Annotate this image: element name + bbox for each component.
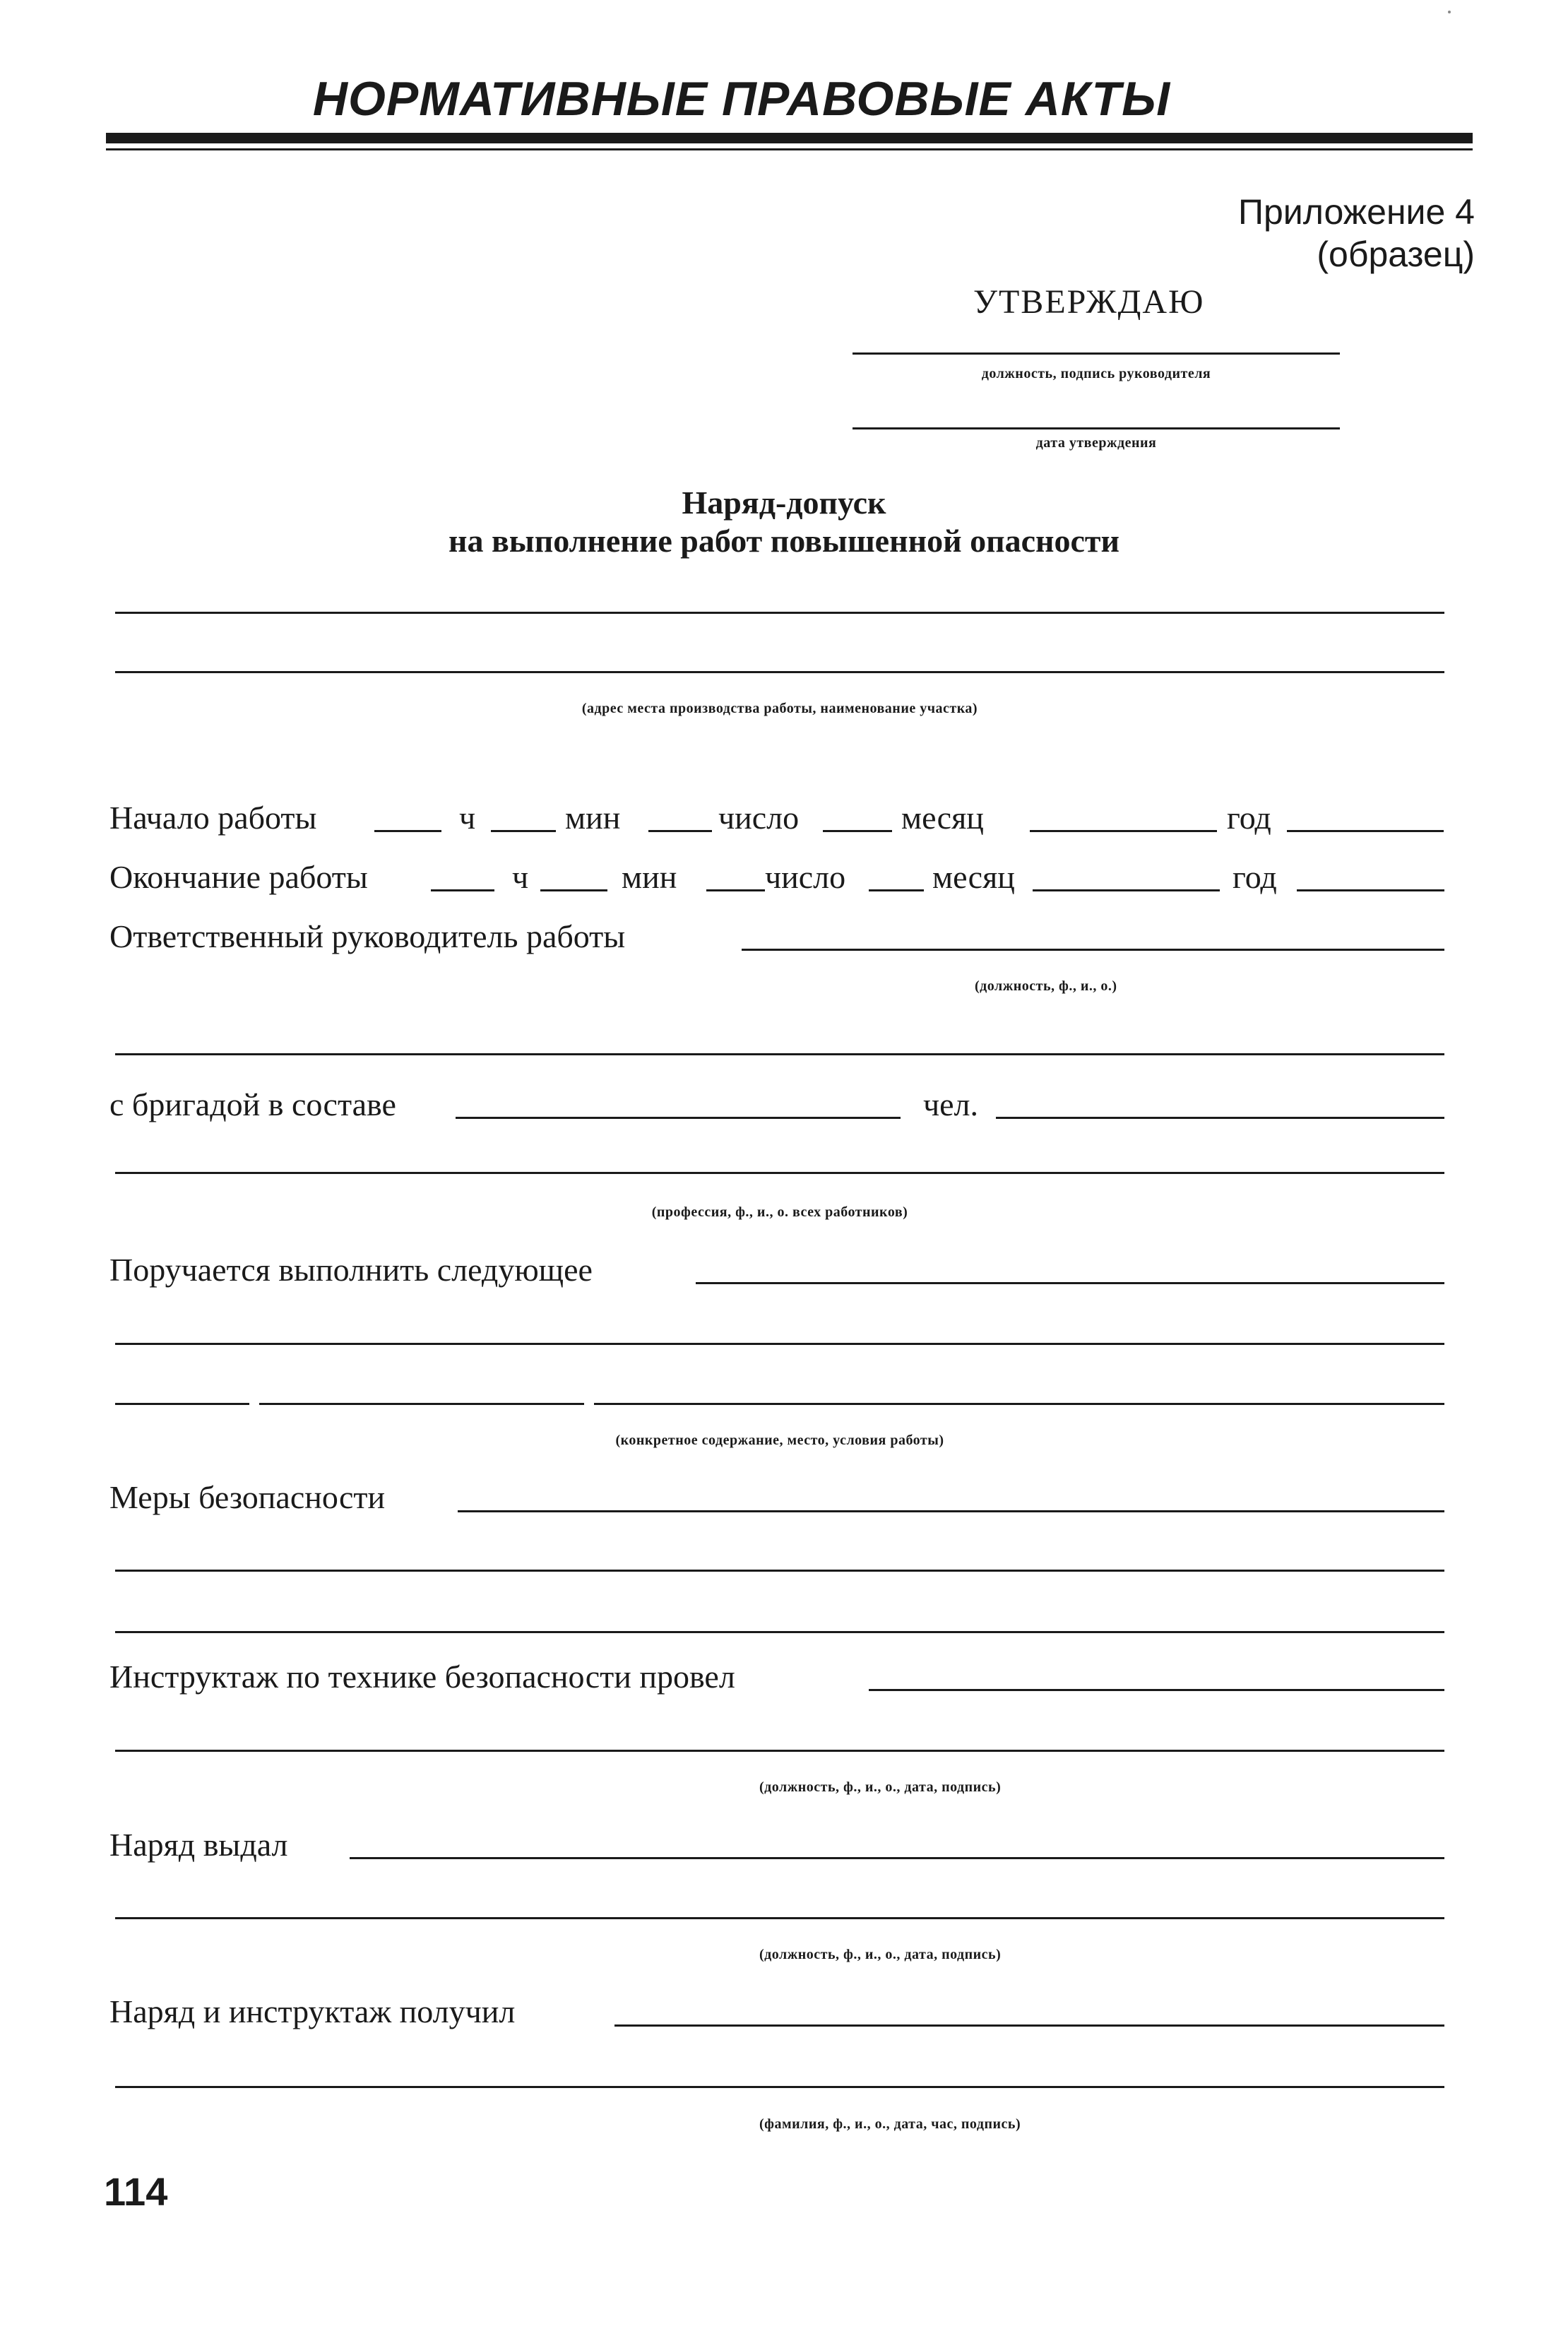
assignment-caption: (конкретное содержание, место, условия работы) xyxy=(615,1433,944,1448)
safety-line-3[interactable] xyxy=(115,1631,1444,1633)
start-day-field[interactable] xyxy=(648,830,712,832)
appendix-number: Приложение 4 xyxy=(1238,192,1475,232)
page-number: 114 xyxy=(104,2169,168,2214)
assignment-field[interactable] xyxy=(696,1282,1444,1284)
received-label: Наряд и инструктаж получил xyxy=(109,1993,516,2029)
received-field[interactable] xyxy=(614,2024,1444,2027)
assignment-line-3b[interactable] xyxy=(259,1403,584,1405)
scan-speck xyxy=(1448,11,1451,13)
start-minutes-unit: мин xyxy=(565,800,621,836)
start-hours-unit: ч xyxy=(459,800,476,836)
address-line-2[interactable] xyxy=(115,671,1444,673)
received-line-2[interactable] xyxy=(115,2086,1444,2088)
approve-label: УТВЕРЖДАЮ xyxy=(973,283,1205,321)
appendix-sample: (образец) xyxy=(1317,235,1475,274)
briefing-line-2[interactable] xyxy=(115,1750,1444,1752)
end-hours-unit: ч xyxy=(512,859,529,895)
brigade-extra-line[interactable] xyxy=(115,1172,1444,1174)
supervisor-caption: (должность, ф., и., о.) xyxy=(975,978,1117,994)
assignment-label: Поручается выполнить следующее xyxy=(109,1252,593,1288)
end-work-label: Окончание работы xyxy=(109,859,368,895)
issued-label: Наряд выдал xyxy=(109,1827,288,1863)
appendix-label xyxy=(1238,191,1475,275)
approver-position-caption: должность, подпись руководителя xyxy=(981,366,1211,381)
end-month-unit: месяц xyxy=(932,859,1015,895)
issued-caption: (должность, ф., и., о., дата, подпись) xyxy=(759,1947,1002,1962)
supervisor-field[interactable] xyxy=(742,949,1444,951)
start-work-label: Начало работы xyxy=(109,800,317,836)
issued-line-2[interactable] xyxy=(115,1917,1444,1919)
end-hours-field[interactable] xyxy=(431,889,494,891)
end-year-unit: год xyxy=(1233,859,1277,895)
start-year-unit: год xyxy=(1227,800,1271,836)
header-rule-thin xyxy=(106,148,1473,150)
assignment-line-3c[interactable] xyxy=(594,1403,1444,1405)
received-caption: (фамилия, ф., и., о., дата, час, подпись) xyxy=(759,2116,1021,2132)
end-day-unit: число xyxy=(765,859,846,895)
safety-line-2[interactable] xyxy=(115,1570,1444,1572)
brigade-count-unit: чел. xyxy=(923,1086,979,1122)
form-subtitle: на выполнение работ повышенной опасности xyxy=(448,523,1120,559)
start-year-field[interactable] xyxy=(1287,830,1444,832)
start-month-unit: месяц xyxy=(901,800,984,836)
address-line-1[interactable] xyxy=(115,612,1444,614)
briefing-caption: (должность, ф., и., о., дата, подпись) xyxy=(759,1779,1002,1795)
header-rule-thick xyxy=(106,133,1473,143)
end-minutes-field[interactable] xyxy=(540,889,607,891)
assignment-line-2[interactable] xyxy=(115,1343,1444,1345)
start-hours-field[interactable] xyxy=(374,830,441,832)
start-month-field[interactable] xyxy=(1030,830,1217,832)
address-caption: (адрес места производства работы, наименование участка) xyxy=(581,701,978,716)
page-header-title: НОРМАТИВНЫЕ ПРАВОВЫЕ АКТЫ xyxy=(312,72,1171,126)
supervisor-extra-line[interactable] xyxy=(115,1053,1444,1055)
safety-field[interactable] xyxy=(458,1510,1444,1512)
start-month-blank-field[interactable] xyxy=(823,830,892,832)
assignment-line-3a[interactable] xyxy=(115,1403,249,1405)
brigade-caption: (профессия, ф., и., о. всех работников) xyxy=(651,1204,908,1220)
end-month-blank-field[interactable] xyxy=(869,889,924,891)
briefing-field[interactable] xyxy=(869,1689,1444,1691)
supervisor-label: Ответственный руководитель работы xyxy=(109,918,626,954)
brigade-field[interactable] xyxy=(456,1117,901,1119)
end-day-field[interactable] xyxy=(706,889,765,891)
issued-field[interactable] xyxy=(350,1857,1444,1859)
end-year-field[interactable] xyxy=(1297,889,1444,891)
brigade-count-field[interactable] xyxy=(996,1117,1444,1119)
brigade-label: с бригадой в составе xyxy=(109,1086,396,1122)
approver-signature-line[interactable] xyxy=(853,352,1340,355)
approval-date-line[interactable] xyxy=(853,427,1340,429)
form-title: Наряд-допуск xyxy=(682,485,886,521)
start-minutes-field[interactable] xyxy=(491,830,556,832)
end-month-field[interactable] xyxy=(1033,889,1220,891)
start-day-unit: число xyxy=(718,800,800,836)
approval-date-caption: дата утверждения xyxy=(1035,435,1157,451)
end-minutes-unit: мин xyxy=(622,859,677,895)
briefing-label: Инструктаж по технике безопасности провел xyxy=(109,1659,735,1695)
safety-label: Меры безопасности xyxy=(109,1479,386,1515)
